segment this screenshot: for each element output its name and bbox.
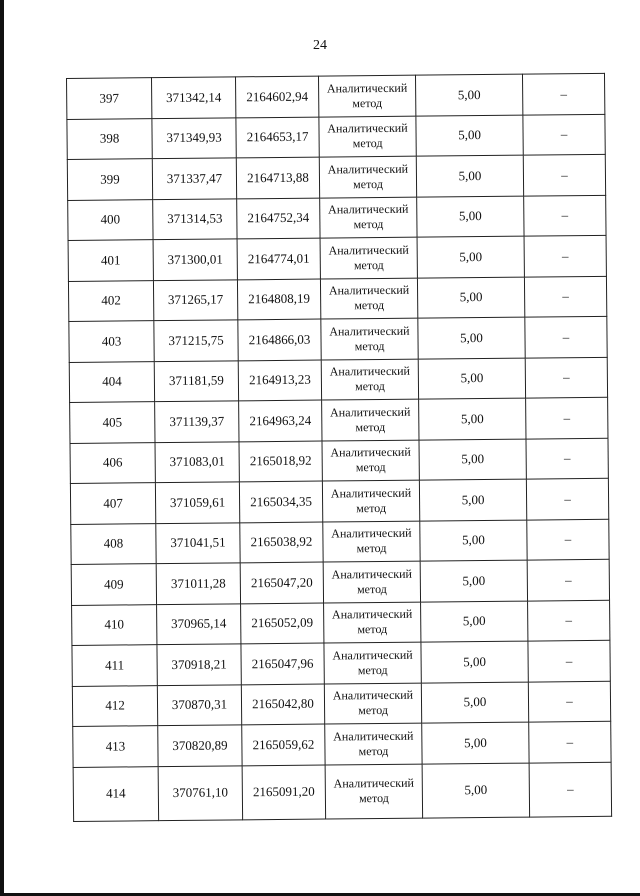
table-row [72,681,610,727]
x-coordinate-cell: 370918,21 [157,644,241,685]
note-cell: – [525,316,607,357]
note-cell: – [527,559,609,600]
accuracy-cell: 5,00 [419,398,526,440]
x-coordinate-cell: 371041,51 [156,522,240,563]
table-row [71,519,609,565]
table-row [68,195,606,241]
note-cell: – [528,600,610,641]
method-cell: Аналитический метод [320,237,417,278]
y-coordinate-cell: 2165047,96 [241,643,324,684]
accuracy-cell: 5,00 [421,601,528,643]
note-cell: – [523,154,605,195]
accuracy-cell: 5,00 [419,439,526,481]
point-number-cell: 411 [72,645,157,686]
accuracy-cell: 5,00 [422,763,530,818]
table-row [68,276,606,322]
y-coordinate-cell: 2164653,17 [236,117,319,158]
method-cell: Аналитический метод [319,156,416,197]
note-cell: – [526,397,608,438]
y-coordinate-cell: 2164913,23 [238,360,321,401]
note-cell: – [529,762,612,817]
table-row [73,762,611,821]
note-cell: – [523,114,605,155]
note-cell: – [524,235,606,276]
y-coordinate-cell: 2164713,88 [236,157,319,198]
y-coordinate-cell: 2164602,94 [235,76,318,117]
note-cell: – [526,478,608,519]
x-coordinate-cell: 370965,14 [157,603,241,644]
y-coordinate-cell: 2165052,09 [241,603,324,644]
x-coordinate-cell: 371314,53 [153,198,237,239]
method-cell: Аналитический метод [324,602,421,643]
point-number-cell: 404 [69,361,154,402]
method-cell: Аналитический метод [321,318,418,359]
y-coordinate-cell: 2164866,03 [238,319,321,360]
accuracy-cell: 5,00 [421,682,528,724]
page-edge-left [0,0,4,896]
table-row [68,235,606,281]
point-number-cell: 397 [67,78,152,119]
x-coordinate-cell: 371083,01 [155,441,239,482]
x-coordinate-cell: 371181,59 [154,360,238,401]
accuracy-cell: 5,00 [419,479,526,521]
y-coordinate-cell: 2164774,01 [237,238,320,279]
point-number-cell: 407 [70,483,155,524]
point-number-cell: 414 [73,766,159,821]
note-cell: – [525,357,607,398]
accuracy-cell: 5,00 [415,74,522,116]
y-coordinate-cell: 2165018,92 [239,441,322,482]
point-number-cell: 406 [70,442,155,483]
table-row [72,600,610,646]
note-cell: – [528,681,610,722]
x-coordinate-cell: 371139,37 [155,401,239,442]
y-coordinate-cell: 2165047,20 [240,562,323,603]
x-coordinate-cell: 371011,28 [156,563,240,604]
y-coordinate-cell: 2164752,34 [237,198,320,239]
note-cell: – [524,195,606,236]
note-cell: – [529,721,611,762]
note-cell: – [528,640,610,681]
point-number-cell: 401 [68,240,153,281]
table-body [67,73,612,821]
method-cell: Аналитический метод [323,561,420,602]
accuracy-cell: 5,00 [420,560,527,602]
x-coordinate-cell: 370761,10 [158,765,243,820]
accuracy-cell: 5,00 [417,277,524,319]
method-cell: Аналитический метод [322,440,419,481]
table-row [71,559,609,605]
y-coordinate-cell: 2165034,35 [239,481,322,522]
accuracy-cell: 5,00 [417,196,524,238]
x-coordinate-cell: 370870,31 [157,684,241,725]
table-row [69,357,607,403]
x-coordinate-cell: 370820,89 [158,725,242,766]
x-coordinate-cell: 371342,14 [152,77,236,118]
note-cell: – [526,438,608,479]
method-cell: Аналитический метод [325,764,423,819]
table-row [70,397,608,443]
point-number-cell: 403 [69,321,154,362]
method-cell: Аналитический метод [322,480,419,521]
point-number-cell: 399 [67,159,152,200]
method-cell: Аналитический метод [319,116,416,157]
page-number: 24 [313,38,327,53]
y-coordinate-cell: 2165038,92 [240,522,323,563]
table-row [67,114,605,160]
accuracy-cell: 5,00 [416,115,523,157]
accuracy-cell: 5,00 [418,317,525,359]
y-coordinate-cell: 2164808,19 [237,279,320,320]
x-coordinate-cell: 371265,17 [153,279,237,320]
point-number-cell: 402 [68,280,153,321]
accuracy-cell: 5,00 [417,236,524,278]
x-coordinate-cell: 371300,01 [153,239,237,280]
point-number-cell: 409 [71,564,156,605]
accuracy-cell: 5,00 [421,641,528,683]
method-cell: Аналитический метод [320,278,417,319]
table-row [73,721,611,767]
accuracy-cell: 5,00 [416,155,523,197]
table-row [69,316,607,362]
note-cell: – [522,73,604,114]
accuracy-cell: 5,00 [420,520,527,562]
x-coordinate-cell: 371337,47 [152,158,236,199]
point-number-cell: 408 [71,523,156,564]
table-row [70,478,608,524]
note-cell: – [527,519,609,560]
table-row [72,640,610,686]
point-number-cell: 412 [72,685,157,726]
point-number-cell: 405 [70,402,155,443]
method-cell: Аналитический метод [318,75,415,116]
method-cell: Аналитический метод [324,642,421,683]
method-cell: Аналитический метод [325,723,422,764]
note-cell: – [524,276,606,317]
table-row [70,438,608,484]
x-coordinate-cell: 371349,93 [152,117,236,158]
point-number-cell: 398 [67,118,152,159]
method-cell: Аналитический метод [323,521,420,562]
x-coordinate-cell: 371215,75 [154,320,238,361]
method-cell: Аналитический метод [322,399,419,440]
x-coordinate-cell: 371059,61 [155,482,239,523]
table-row [67,73,605,119]
method-cell: Аналитический метод [321,359,418,400]
table-row [67,154,605,200]
method-cell: Аналитический метод [320,197,417,238]
coordinates-table [66,73,612,822]
accuracy-cell: 5,00 [422,722,529,764]
point-number-cell: 400 [68,199,153,240]
y-coordinate-cell: 2164963,24 [239,400,322,441]
point-number-cell: 413 [73,726,158,767]
y-coordinate-cell: 2165042,80 [241,684,324,725]
y-coordinate-cell: 2165091,20 [242,765,326,820]
y-coordinate-cell: 2165059,62 [242,724,325,765]
point-number-cell: 410 [72,604,157,645]
accuracy-cell: 5,00 [418,358,525,400]
method-cell: Аналитический метод [324,683,421,724]
